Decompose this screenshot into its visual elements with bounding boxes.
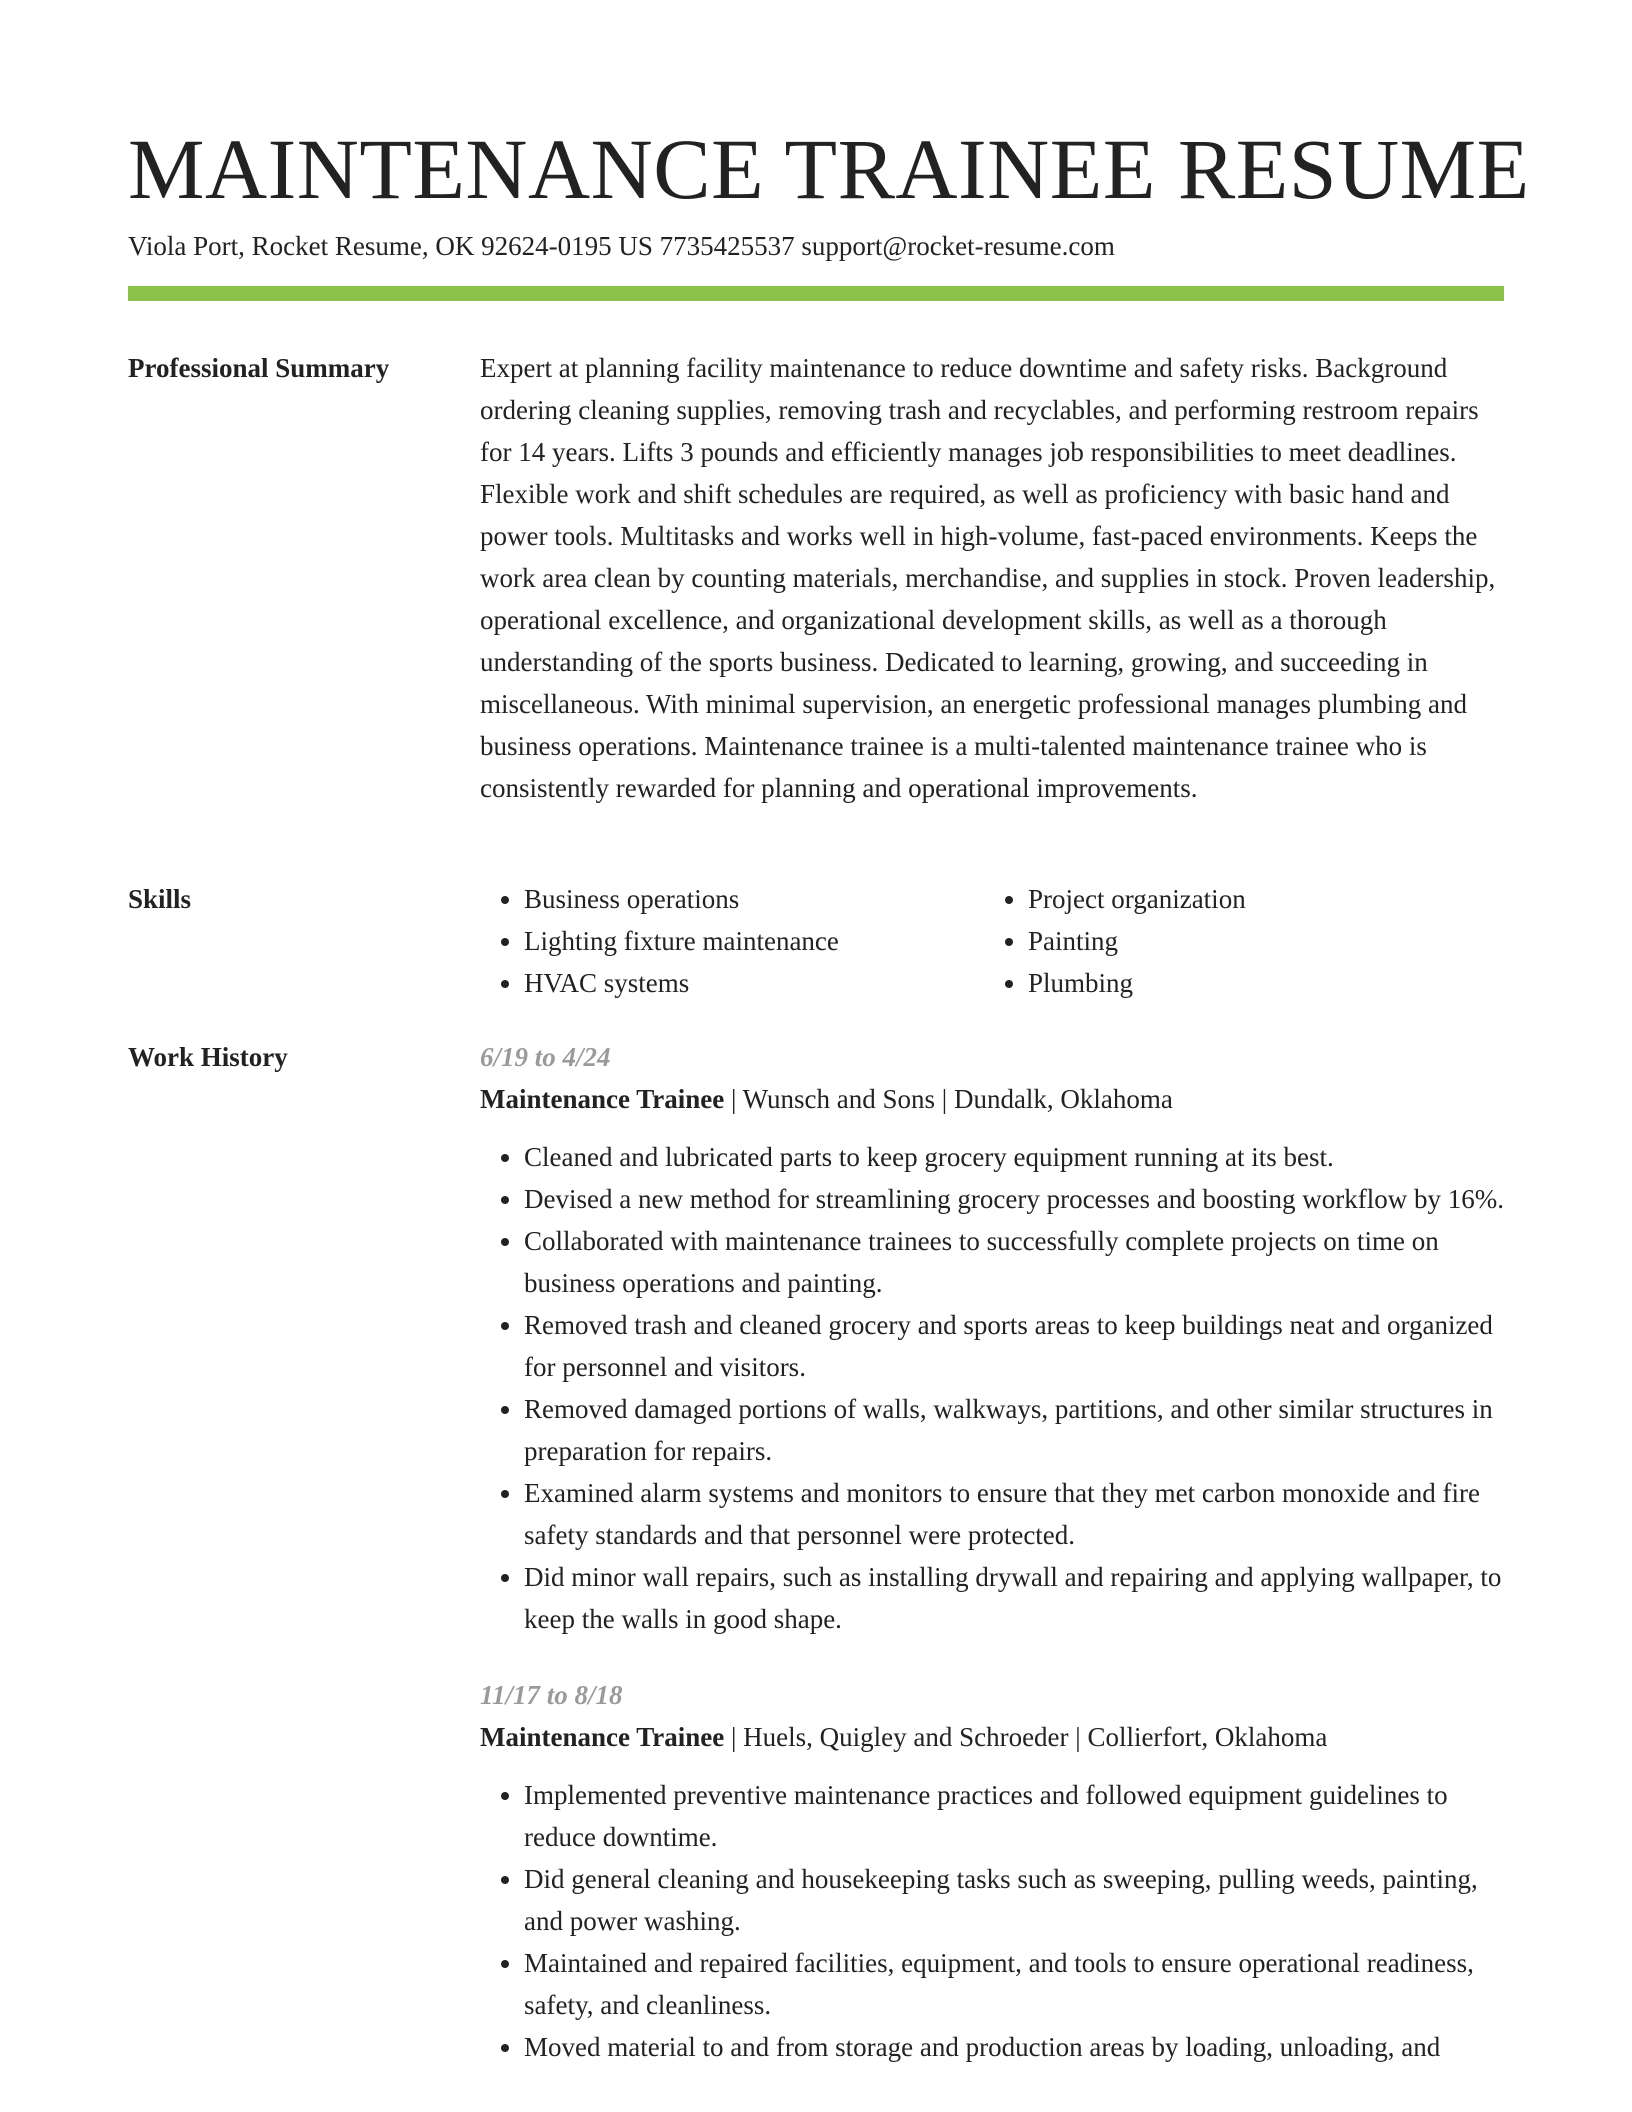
job-bullet: • Collaborated with maintenance trainees to successfully complete projects on time on business operations and painting. — [524, 1220, 1504, 1304]
job-bullets — [480, 1136, 1504, 1640]
job-bullet: • Devised a new method for streamlining grocery processes and boosting workflow by 16%. — [524, 1178, 1504, 1220]
skill-item: • Business operations — [524, 878, 984, 920]
job-bullets — [480, 1774, 1504, 2068]
job-title: Maintenance Trainee — [480, 1722, 725, 1752]
job-heading — [480, 1716, 1504, 1758]
job-details: | Wunsch and Sons | Dundalk, Oklahoma — [724, 1084, 1173, 1114]
contact-info: Viola Port, Rocket Resume, OK 92624-0195 US 7735425537 support@rocket-resume.com — [128, 231, 1115, 261]
job-dates: 6/19 to 4/24 — [480, 1042, 611, 1072]
skills-list-left — [480, 878, 984, 1004]
section-label-work-history: Work History — [128, 1042, 288, 1072]
summary-text: Expert at planning facility maintenance to reduce downtime and safety risks. Background ordering cleaning supplies, removing trash and recyclables, and performing restroom repairs for 14 years. Lifts 3 pounds and efficiently manages job responsibilities to meet deadlines. Flexible work and shift schedules are required, as well as proficiency with basic hand and power tools. Multitasks and works well in high-volume, fast-paced environments. Keeps the work area clean by counting materials, merchandise, and supplies in stock. Proven leadership, operational excellence, and organizational development skills, as well as a thorough understanding of the sports business. Dedicated to learning, growing, and succeeding in miscellaneous. With minimal supervision, an energetic professional manages plumbing and business operations. Maintenance trainee is a multi-talented maintenance trainee who is consistently rewarded for planning and operational improvements. — [480, 353, 1496, 803]
skills-body — [480, 878, 1504, 1004]
job-bullet: • Did general cleaning and housekeeping tasks such as sweeping, pulling weeds, painting, and power washing. — [524, 1858, 1504, 1942]
job-heading — [480, 1078, 1504, 1120]
section-label-skills: Skills — [128, 884, 192, 914]
job-bullet: • Cleaned and lubricated parts to keep grocery equipment running at its best. — [524, 1136, 1504, 1178]
job-dates: 11/17 to 8/18 — [480, 1680, 623, 1710]
skill-item: • Plumbing — [1028, 962, 1488, 1004]
skill-item: • Lighting fixture maintenance — [524, 920, 984, 962]
work-history-body — [480, 1036, 1504, 2102]
job-bullet: • Removed damaged portions of walls, walkways, partitions, and other similar structures in preparation for repairs. — [524, 1388, 1504, 1472]
resume-title: MAINTENANCE TRAINEE RESUME — [128, 121, 1530, 217]
job-bullet: • Moved material to and from storage and production areas by loading, unloading, and — [524, 2026, 1504, 2068]
skill-item: • Painting — [1028, 920, 1488, 962]
job-bullet: • Did minor wall repairs, such as installing drywall and repairing and applying wallpaper, to keep the walls in good shape. — [524, 1556, 1504, 1640]
skills-grid — [480, 878, 1504, 1004]
job-bullet: • Examined alarm systems and monitors to ensure that they met carbon monoxide and fire safety standards and that personnel were protected. — [524, 1472, 1504, 1556]
section-label-summary: Professional Summary — [128, 353, 390, 383]
skill-item: • HVAC systems — [524, 962, 984, 1004]
job-entry — [480, 1674, 1504, 2068]
job-title: Maintenance Trainee — [480, 1084, 725, 1114]
skills-list-right — [984, 878, 1488, 1004]
job-bullet: • Maintained and repaired facilities, equipment, and tools to ensure operational readiness, safety, and cleanliness. — [524, 1942, 1504, 2026]
accent-divider — [128, 286, 1504, 301]
job-entry — [480, 1036, 1504, 1640]
job-bullet: • Removed trash and cleaned grocery and sports areas to keep buildings neat and organized for personnel and visitors. — [524, 1304, 1504, 1388]
job-bullet: • Implemented preventive maintenance practices and followed equipment guidelines to reduce downtime. — [524, 1774, 1504, 1858]
summary-body — [480, 347, 1504, 809]
skill-item: • Project organization — [1028, 878, 1488, 920]
job-details: | Huels, Quigley and Schroeder | Collierfort, Oklahoma — [724, 1722, 1328, 1752]
